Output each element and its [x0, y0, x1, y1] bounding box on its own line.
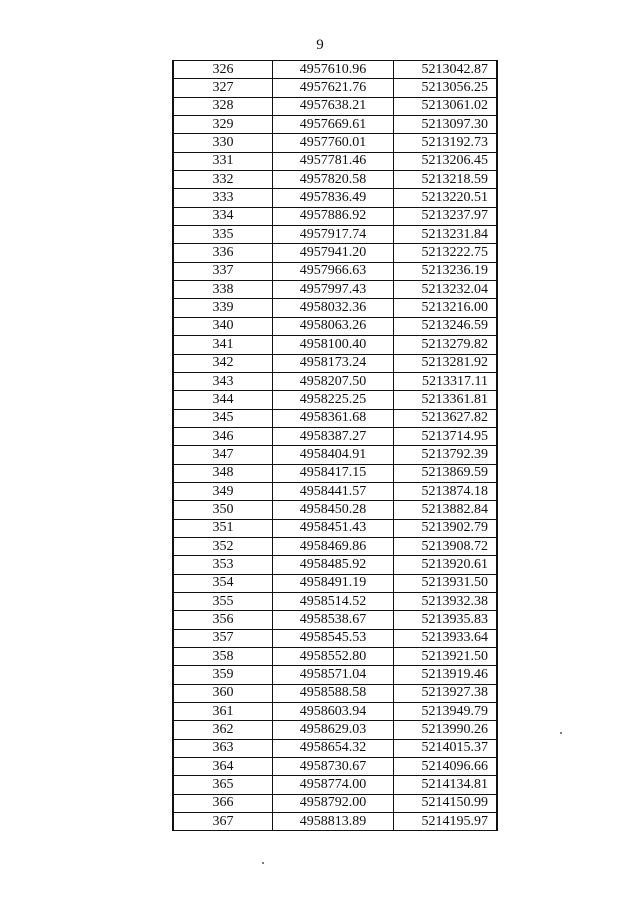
table-row: [173, 427, 497, 445]
table-row: [173, 629, 497, 647]
point-number-cell: 341: [173, 336, 273, 354]
table-row: [173, 134, 497, 152]
table-row: [173, 409, 497, 427]
x-coordinate-cell: 4957760.01: [273, 134, 394, 152]
y-coordinate-cell: 5213231.84: [394, 226, 498, 244]
y-coordinate-cell: 5213932.38: [394, 592, 498, 610]
table-row: [173, 171, 497, 189]
y-coordinate-cell: 5213097.30: [394, 116, 498, 134]
y-coordinate-cell: 5213220.51: [394, 189, 498, 207]
y-coordinate-cell: 5213869.59: [394, 464, 498, 482]
x-coordinate-cell: 4958173.24: [273, 354, 394, 372]
x-coordinate-cell: 4958545.53: [273, 629, 394, 647]
x-coordinate-cell: 4957638.21: [273, 97, 394, 115]
x-coordinate-cell: 4958588.58: [273, 684, 394, 702]
table-row: [173, 226, 497, 244]
x-coordinate-cell: 4958538.67: [273, 611, 394, 629]
y-coordinate-cell: 5213882.84: [394, 501, 498, 519]
point-number-cell: 338: [173, 281, 273, 299]
table-row: [173, 794, 497, 812]
point-number-cell: 342: [173, 354, 273, 372]
table-row: [173, 299, 497, 317]
x-coordinate-cell: 4958441.57: [273, 482, 394, 500]
x-coordinate-cell: 4958514.52: [273, 592, 394, 610]
point-number-cell: 365: [173, 776, 273, 794]
point-number-cell: 337: [173, 262, 273, 280]
x-coordinate-cell: 4957997.43: [273, 281, 394, 299]
y-coordinate-cell: 5214150.99: [394, 794, 498, 812]
scan-speck: [262, 862, 264, 864]
table-row: [173, 372, 497, 390]
point-number-cell: 367: [173, 813, 273, 831]
x-coordinate-cell: 4958792.00: [273, 794, 394, 812]
table-row: [173, 501, 497, 519]
point-number-cell: 329: [173, 116, 273, 134]
point-number-cell: 326: [173, 61, 273, 79]
y-coordinate-cell: 5213061.02: [394, 97, 498, 115]
table-row: [173, 336, 497, 354]
point-number-cell: 356: [173, 611, 273, 629]
point-number-cell: 333: [173, 189, 273, 207]
y-coordinate-cell: 5213933.64: [394, 629, 498, 647]
table-row: [173, 262, 497, 280]
point-number-cell: 357: [173, 629, 273, 647]
x-coordinate-cell: 4957820.58: [273, 171, 394, 189]
table-row: [173, 446, 497, 464]
table-row: [173, 684, 497, 702]
x-coordinate-cell: 4958404.91: [273, 446, 394, 464]
point-number-cell: 353: [173, 556, 273, 574]
point-number-cell: 340: [173, 317, 273, 335]
table-row: [173, 813, 497, 831]
point-number-cell: 339: [173, 299, 273, 317]
table-row: [173, 152, 497, 170]
x-coordinate-cell: 4957621.76: [273, 79, 394, 97]
y-coordinate-cell: 5214015.37: [394, 739, 498, 757]
x-coordinate-cell: 4958387.27: [273, 427, 394, 445]
table-row: [173, 648, 497, 666]
point-number-cell: 332: [173, 171, 273, 189]
point-number-cell: 348: [173, 464, 273, 482]
table-row: [173, 666, 497, 684]
point-number-cell: 331: [173, 152, 273, 170]
x-coordinate-cell: 4958730.67: [273, 758, 394, 776]
x-coordinate-cell: 4957917.74: [273, 226, 394, 244]
y-coordinate-cell: 5213792.39: [394, 446, 498, 464]
y-coordinate-cell: 5213042.87: [394, 61, 498, 79]
table-row: [173, 464, 497, 482]
x-coordinate-cell: 4958485.92: [273, 556, 394, 574]
table-row: [173, 519, 497, 537]
y-coordinate-cell: 5213919.46: [394, 666, 498, 684]
x-coordinate-cell: 4958654.32: [273, 739, 394, 757]
y-coordinate-cell: 5213908.72: [394, 537, 498, 555]
table-row: [173, 207, 497, 225]
table-row: [173, 574, 497, 592]
x-coordinate-cell: 4957886.92: [273, 207, 394, 225]
point-number-cell: 355: [173, 592, 273, 610]
table-row: [173, 317, 497, 335]
x-coordinate-cell: 4958361.68: [273, 409, 394, 427]
y-coordinate-cell: 5214096.66: [394, 758, 498, 776]
y-coordinate-cell: 5213902.79: [394, 519, 498, 537]
y-coordinate-cell: 5213920.61: [394, 556, 498, 574]
table-row: [173, 97, 497, 115]
y-coordinate-cell: 5214195.97: [394, 813, 498, 831]
x-coordinate-cell: 4957781.46: [273, 152, 394, 170]
point-number-cell: 362: [173, 721, 273, 739]
table-row: [173, 116, 497, 134]
x-coordinate-cell: 4958207.50: [273, 372, 394, 390]
y-coordinate-cell: 5213317.11: [394, 372, 498, 390]
table-row: [173, 739, 497, 757]
point-number-cell: 358: [173, 648, 273, 666]
x-coordinate-cell: 4958813.89: [273, 813, 394, 831]
y-coordinate-cell: 5213714.95: [394, 427, 498, 445]
table-row: [173, 354, 497, 372]
coordinates-table: [172, 60, 498, 831]
point-number-cell: 351: [173, 519, 273, 537]
y-coordinate-cell: 5213192.73: [394, 134, 498, 152]
point-number-cell: 336: [173, 244, 273, 262]
x-coordinate-cell: 4958032.36: [273, 299, 394, 317]
y-coordinate-cell: 5213216.00: [394, 299, 498, 317]
y-coordinate-cell: 5213931.50: [394, 574, 498, 592]
x-coordinate-cell: 4958469.86: [273, 537, 394, 555]
y-coordinate-cell: 5213361.81: [394, 391, 498, 409]
table-row: [173, 281, 497, 299]
x-coordinate-cell: 4958417.15: [273, 464, 394, 482]
x-coordinate-cell: 4958225.25: [273, 391, 394, 409]
x-coordinate-cell: 4958774.00: [273, 776, 394, 794]
point-number-cell: 335: [173, 226, 273, 244]
x-coordinate-cell: 4957610.96: [273, 61, 394, 79]
table-row: [173, 592, 497, 610]
point-number-cell: 366: [173, 794, 273, 812]
y-coordinate-cell: 5213927.38: [394, 684, 498, 702]
y-coordinate-cell: 5213236.19: [394, 262, 498, 280]
point-number-cell: 328: [173, 97, 273, 115]
table-row: [173, 611, 497, 629]
table-row: [173, 61, 497, 79]
y-coordinate-cell: 5213921.50: [394, 648, 498, 666]
table-row: [173, 244, 497, 262]
point-number-cell: 354: [173, 574, 273, 592]
point-number-cell: 347: [173, 446, 273, 464]
table-row: [173, 391, 497, 409]
table-row: [173, 703, 497, 721]
y-coordinate-cell: 5213206.45: [394, 152, 498, 170]
point-number-cell: 330: [173, 134, 273, 152]
page-number: 9: [316, 37, 324, 53]
table-row: [173, 537, 497, 555]
y-coordinate-cell: 5213056.25: [394, 79, 498, 97]
y-coordinate-cell: 5213232.04: [394, 281, 498, 299]
point-number-cell: 364: [173, 758, 273, 776]
y-coordinate-cell: 5213990.26: [394, 721, 498, 739]
x-coordinate-cell: 4958063.26: [273, 317, 394, 335]
point-number-cell: 344: [173, 391, 273, 409]
point-number-cell: 359: [173, 666, 273, 684]
point-number-cell: 352: [173, 537, 273, 555]
x-coordinate-cell: 4957836.49: [273, 189, 394, 207]
y-coordinate-cell: 5213627.82: [394, 409, 498, 427]
x-coordinate-cell: 4958552.80: [273, 648, 394, 666]
point-number-cell: 334: [173, 207, 273, 225]
y-coordinate-cell: 5213237.97: [394, 207, 498, 225]
point-number-cell: 363: [173, 739, 273, 757]
x-coordinate-cell: 4958100.40: [273, 336, 394, 354]
y-coordinate-cell: 5213949.79: [394, 703, 498, 721]
y-coordinate-cell: 5213935.83: [394, 611, 498, 629]
y-coordinate-cell: 5213246.59: [394, 317, 498, 335]
table-row: [173, 721, 497, 739]
x-coordinate-cell: 4957941.20: [273, 244, 394, 262]
point-number-cell: 346: [173, 427, 273, 445]
table-row: [173, 482, 497, 500]
x-coordinate-cell: 4958571.04: [273, 666, 394, 684]
x-coordinate-cell: 4958450.28: [273, 501, 394, 519]
x-coordinate-cell: 4957966.63: [273, 262, 394, 280]
x-coordinate-cell: 4958629.03: [273, 721, 394, 739]
y-coordinate-cell: 5214134.81: [394, 776, 498, 794]
table-row: [173, 556, 497, 574]
table-row: [173, 776, 497, 794]
y-coordinate-cell: 5213218.59: [394, 171, 498, 189]
y-coordinate-cell: 5213874.18: [394, 482, 498, 500]
x-coordinate-cell: 4957669.61: [273, 116, 394, 134]
x-coordinate-cell: 4958451.43: [273, 519, 394, 537]
coordinates-table-body: [173, 61, 497, 831]
point-number-cell: 327: [173, 79, 273, 97]
point-number-cell: 345: [173, 409, 273, 427]
table-row: [173, 758, 497, 776]
point-number-cell: 360: [173, 684, 273, 702]
y-coordinate-cell: 5213279.82: [394, 336, 498, 354]
table-row: [173, 189, 497, 207]
point-number-cell: 349: [173, 482, 273, 500]
scan-speck: [560, 732, 562, 734]
table-row: [173, 79, 497, 97]
y-coordinate-cell: 5213281.92: [394, 354, 498, 372]
y-coordinate-cell: 5213222.75: [394, 244, 498, 262]
point-number-cell: 361: [173, 703, 273, 721]
point-number-cell: 343: [173, 372, 273, 390]
x-coordinate-cell: 4958491.19: [273, 574, 394, 592]
point-number-cell: 350: [173, 501, 273, 519]
x-coordinate-cell: 4958603.94: [273, 703, 394, 721]
